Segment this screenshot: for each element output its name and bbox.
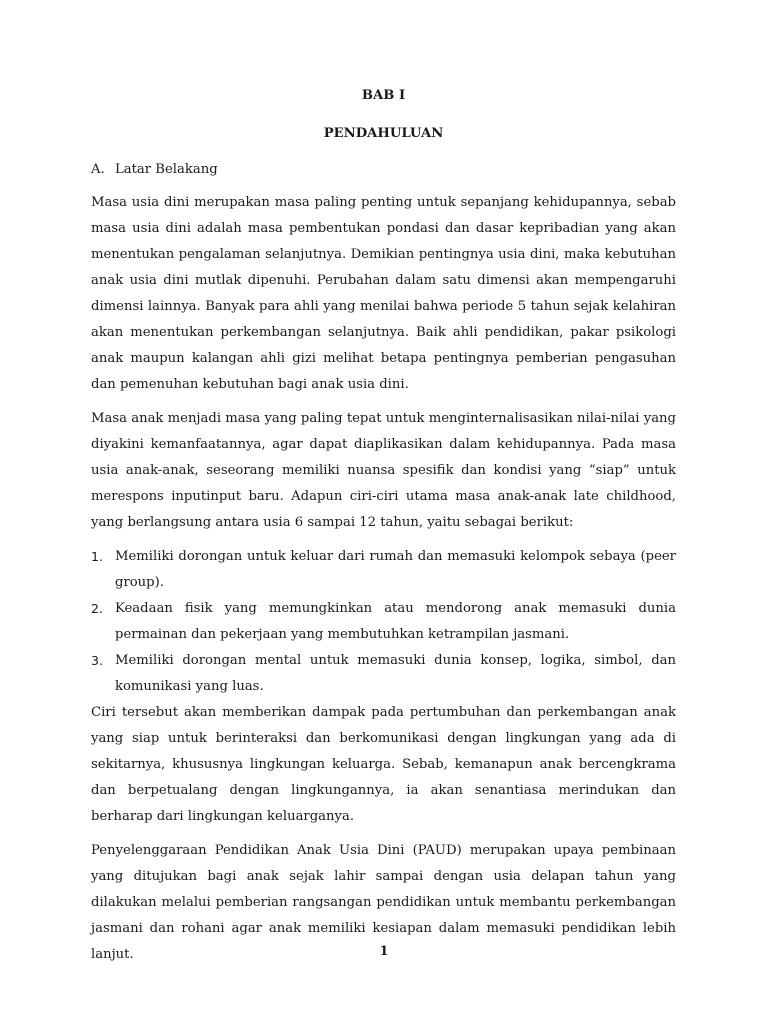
chapter-number: BAB I <box>361 88 406 103</box>
section-letter: A. <box>91 162 105 177</box>
paragraph-4: Penyelenggaraan Pendidikan Anak Usia Dini (PAUD) merupakan upaya pembinaan yang ditujukan bagi anak sejak lahir sampai dengan usia delapan tahun yang dilakukan melalui pemberian rangsangan pendidikan untuk membantu perkembangan jasmani dan rohani agar anak memiliki kesiapan dalam memasuki pendidikan lebih lanjut. <box>91 843 676 962</box>
chapter-title: PENDAHULUAN <box>323 126 444 141</box>
list-item-number: 2. <box>91 601 103 616</box>
list-item-number: 1. <box>91 549 103 564</box>
list-item-text: Keadaan fisik yang memungkinkan atau mendorong anak memasuki dunia permainan dan pekerjaan yang membutuhkan ketrampilan jasmani. <box>115 601 676 642</box>
page-content <box>91 84 676 968</box>
section-heading <box>91 158 676 182</box>
list-item <box>91 596 676 648</box>
paragraph-3: Ciri tersebut akan memberikan dampak pada pertumbuhan dan perkembangan anak yang siap untuk berinteraksi dan berkomunikasi dengan lingkungan yang ada di sekitarnya, khususnya lingkungan keluarga. Sebab, kemanapun anak bercengkrama dan berpetualang dengan lingkungannya, ia akan senantiasa merindukan dan berharap dari lingkungan keluarganya. <box>91 705 676 824</box>
page-number: 1 <box>379 944 389 959</box>
section-title: Latar Belakang <box>115 162 218 177</box>
paragraph-2: Masa anak menjadi masa yang paling tepat untuk menginternalisasikan nilai-nilai yang diyakini kemanfaatannya, agar dapat diaplikasikan dalam kehidupannya. Pada masa usia anak-anak, seseorang memiliki nuansa spesifik dan kondisi yang “siap” untuk merespons inputinput baru. Adapun ciri-ciri utama masa anak-anak late childhood, yang berlangsung antara usia 6 sampai 12 tahun, yaitu sebagai berikut: <box>91 411 676 530</box>
characteristics-list <box>91 544 676 700</box>
list-item-text: Memiliki dorongan untuk keluar dari rumah dan memasuki kelompok sebaya (peer group). <box>115 549 676 590</box>
list-item-number: 3. <box>91 653 103 668</box>
list-item-text: Memiliki dorongan mental untuk memasuki dunia konsep, logika, simbol, dan komunikasi yang luas. <box>115 653 676 694</box>
paragraph-1: Masa usia dini merupakan masa paling penting untuk sepanjang kehidupannya, sebab masa usia dini adalah masa pembentukan pondasi dan dasar kepribadian yang akan menentukan pengalaman selanjutnya. Demikian pentingnya usia dini, maka kebutuhan anak usia dini mutlak dipenuhi. Perubahan dalam satu dimensi akan mempengaruhi dimensi lainnya. Banyak para ahli yang menilai bahwa periode 5 tahun sejak kelahiran akan menentukan perkembangan selanjutnya. Baik ahli pendidikan, pakar psikologi anak maupun kalangan ahli gizi melihat betapa pentingnya pemberian pengasuhan dan pemenuhan kebutuhan bagi anak usia dini. <box>91 195 676 392</box>
list-item <box>91 544 676 596</box>
list-item <box>91 648 676 700</box>
